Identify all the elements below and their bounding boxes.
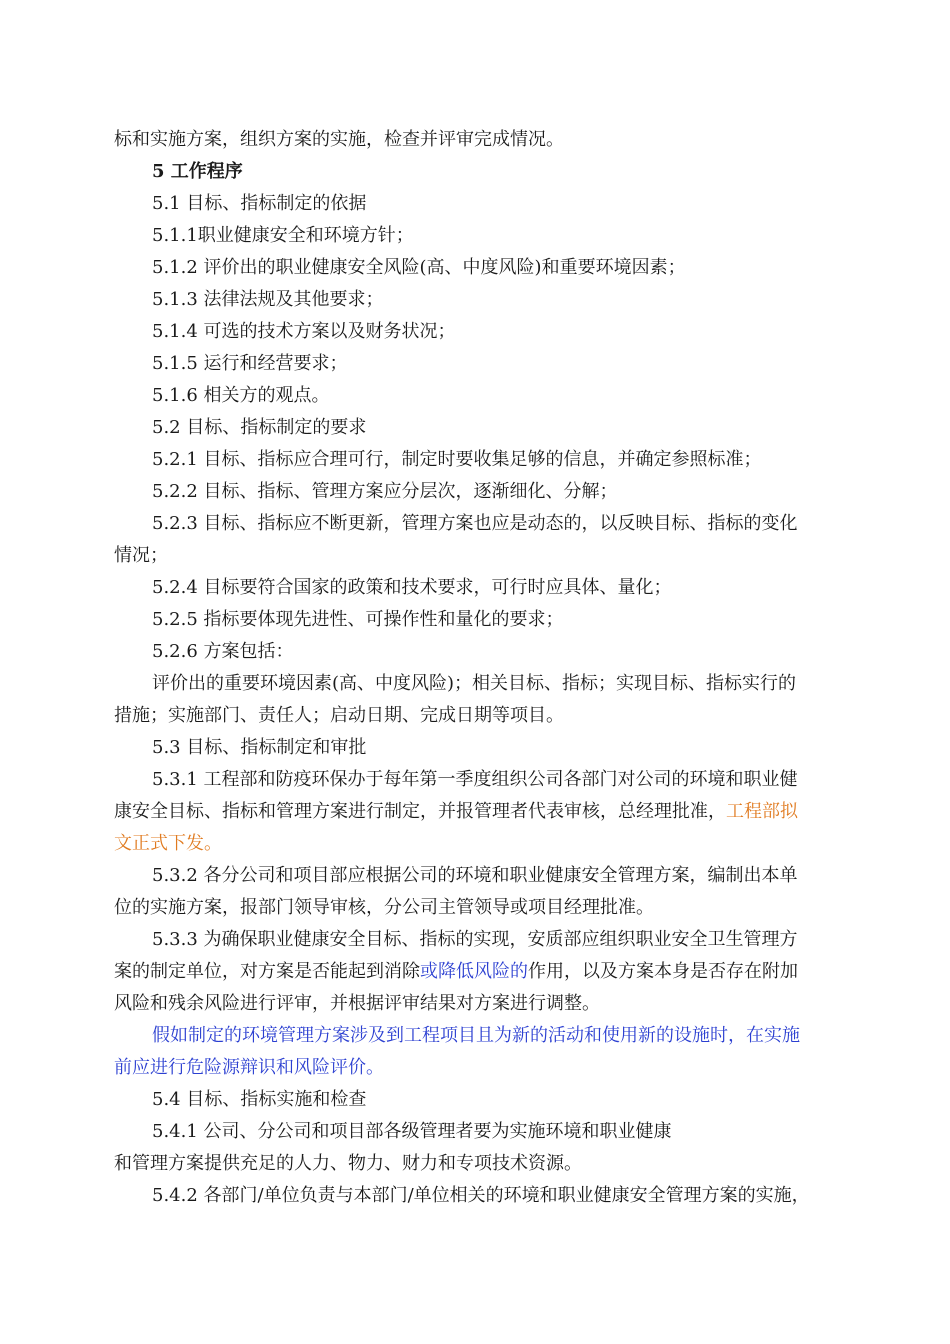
subsection-heading: 5.3 目标、指标制定和审批 — [152, 737, 367, 758]
section-heading: 5 工作程序 — [152, 161, 243, 182]
list-item: 5.2.4 目标要符合国家的政策和技术要求，可行时应具体、量化； — [152, 577, 672, 598]
highlighted-text: 或降低风险的 — [420, 961, 528, 982]
highlighted-text: 文正式下发。 — [114, 833, 222, 854]
list-item-continuation: 情况； — [114, 545, 168, 566]
list-item: 5.4.2 各部门/单位负责与本部门/单位相关的环境和职业健康安全管理方案的实施， — [152, 1185, 810, 1206]
list-item: 5.2.5 指标要体现先进性、可操作性和量化的要求； — [152, 609, 564, 630]
subsection-heading: 5.4 目标、指标实施和检查 — [152, 1089, 367, 1110]
text-run: 康安全目标、指标和管理方案进行制定，并报管理者代表审核，总经理批准， — [114, 801, 726, 822]
paragraph-line: 评价出的重要环境因素(高、中度风险)；相关目标、指标；实现目标、指标实行的 — [152, 673, 797, 694]
list-item: 5.3.2 各分公司和项目部应根据公司的环境和职业健康安全管理方案，编制出本单 — [152, 865, 798, 886]
list-item: 5.1.6 相关方的观点。 — [152, 385, 330, 406]
list-item-continuation: 和管理方案提供充足的人力、物力、财力和专项技术资源。 — [114, 1153, 582, 1174]
list-item-continuation — [114, 800, 844, 824]
subsection-heading: 5.1 目标、指标制定的依据 — [152, 193, 367, 214]
list-item: 5.1.4 可选的技术方案以及财务状况； — [152, 321, 456, 342]
list-item: 5.2.3 目标、指标应不断更新，管理方案也应是动态的，以反映目标、指标的变化 — [152, 513, 798, 534]
list-item: 5.1.2 评价出的职业健康安全风险(高、中度风险)和重要环境因素； — [152, 257, 686, 278]
text-run: 作用，以及方案本身是否存在附加 — [528, 961, 798, 982]
list-item: 5.1.5 运行和经营要求； — [152, 353, 348, 374]
list-item: 5.3.3 为确保职业健康安全目标、指标的实现，安质部应组织职业安全卫生管理方 — [152, 929, 798, 950]
text-run: 案的制定单位，对方案是否能起到消除 — [114, 961, 420, 982]
paragraph-line: 措施；实施部门、责任人；启动日期、完成日期等项目。 — [114, 705, 564, 726]
highlighted-paragraph: 假如制定的环境管理方案涉及到工程项目且为新的活动和使用新的设施时，在实施 — [152, 1025, 800, 1046]
highlighted-text: 工程部拟 — [726, 801, 798, 822]
list-item: 5.1.1职业健康安全和环境方针； — [152, 225, 414, 246]
list-item-continuation: 位的实施方案，报部门领导审核，分公司主管领导或项目经理批准。 — [114, 897, 654, 918]
highlighted-paragraph: 前应进行危险源辩识和风险评价。 — [114, 1057, 384, 1078]
list-item-continuation: 风险和残余风险进行评审，并根据评审结果对方案进行调整。 — [114, 993, 600, 1014]
list-item: 5.2.2 目标、指标、管理方案应分层次，逐渐细化、分解； — [152, 481, 618, 502]
list-item: 5.2.6 方案包括： — [152, 641, 294, 662]
list-item: 5.2.1 目标、指标应合理可行，制定时要收集足够的信息，并确定参照标准； — [152, 449, 762, 470]
list-item: 5.1.3 法律法规及其他要求； — [152, 289, 384, 310]
list-item-continuation — [114, 960, 844, 984]
list-item: 5.3.1 工程部和防疫环保办于每年第一季度组织公司各部门对公司的环境和职业健 — [152, 769, 798, 790]
list-item: 5.4.1 公司、分公司和项目部各级管理者要为实施环境和职业健康 — [152, 1121, 672, 1142]
paragraph-line: 标和实施方案，组织方案的实施，检查并评审完成情况。 — [114, 129, 564, 150]
subsection-heading: 5.2 目标、指标制定的要求 — [152, 417, 367, 438]
